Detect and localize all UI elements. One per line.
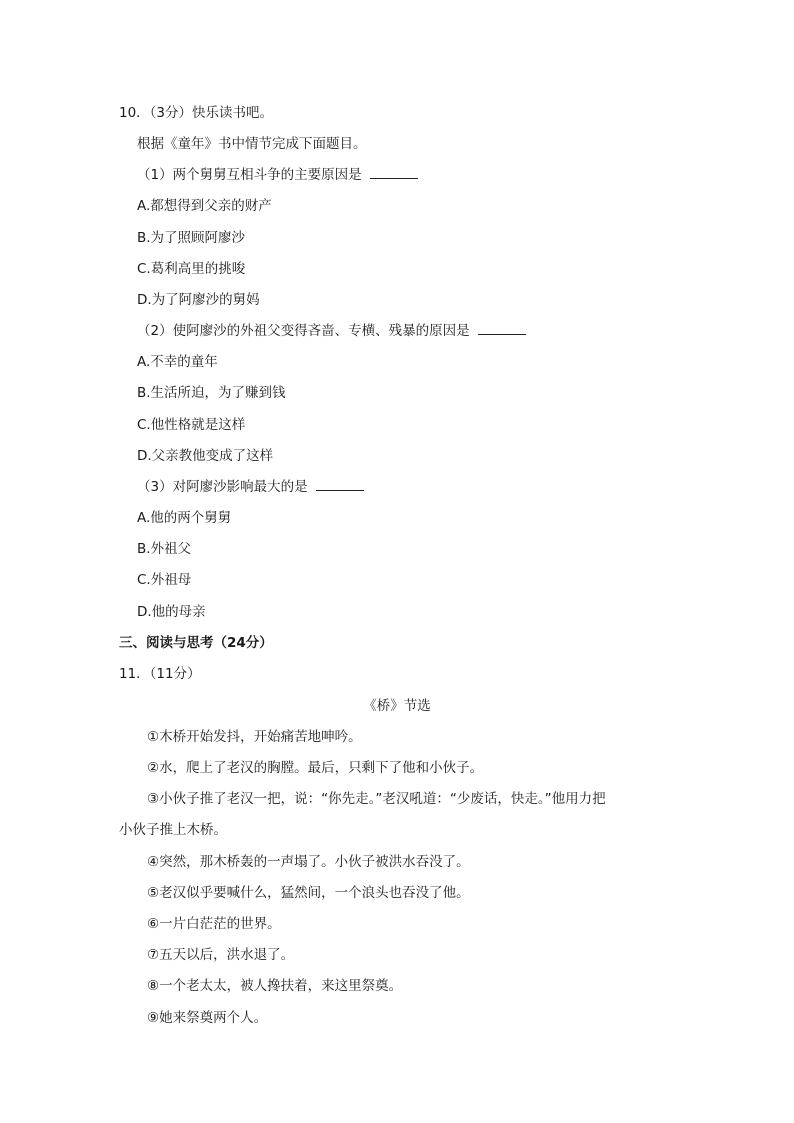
question-11-header: 11．（11分）: [119, 666, 201, 682]
paragraph-7: ⑦五天以后，洪水退了。: [147, 947, 295, 963]
option-3b: B.外祖父: [137, 541, 192, 557]
paragraph-3-line-2: 小伙子推上木桥。: [119, 822, 227, 838]
answer-blank-1[interactable]: [370, 166, 418, 179]
sub-question-3-text: （3）对阿廖沙影响最大的是: [137, 479, 308, 495]
sub-question-1-text: （1）两个舅舅互相斗争的主要原因是: [137, 167, 362, 183]
answer-blank-3[interactable]: [316, 478, 364, 491]
paragraph-8: ⑧一个老太太，被人搀扶着，来这里祭奠。: [147, 978, 403, 994]
sub-question-2-text: （2）使阿廖沙的外祖父变得吝啬、专横、残暴的原因是: [137, 323, 470, 339]
option-3d: D.他的母亲: [137, 604, 206, 620]
sub-question-3-stem: [137, 478, 364, 496]
paragraph-4: ④突然，那木桥轰的一声塌了。小伙子被洪水吞没了。: [147, 854, 470, 870]
option-3a: A.他的两个舅舅: [137, 510, 232, 526]
option-1b: B.为了照顾阿廖沙: [137, 230, 246, 246]
option-2a: A.不幸的童年: [137, 354, 218, 370]
paragraph-5: ⑤老汉似乎要喊什么，猛然间，一个浪头也吞没了他。: [147, 885, 470, 901]
section-3-title: 三、阅读与思考（24分）: [119, 635, 273, 651]
sub-question-1-stem: [137, 166, 418, 184]
option-2b: B.生活所迫，为了赚到钱: [137, 385, 286, 401]
paragraph-9: ⑨她来祭奠两个人。: [147, 1010, 268, 1026]
option-3c: C.外祖母: [137, 572, 192, 588]
paragraph-6: ⑥一片白茫茫的世界。: [147, 916, 281, 932]
question-10-header: 10．（3分）快乐读书吧。: [119, 105, 274, 121]
option-2d: D.父亲教他变成了这样: [137, 448, 274, 464]
paragraph-3-line-1: ③小伙子推了老汉一把，说：“你先走。”老汉吼道：“少废话，快走。”他用力把: [147, 791, 606, 807]
option-2c: C.他性格就是这样: [137, 417, 246, 433]
answer-blank-2[interactable]: [478, 322, 526, 335]
paragraph-2: ②水，爬上了老汉的胸膛。最后，只剩下了他和小伙子。: [147, 760, 484, 776]
option-1a: A.都想得到父亲的财产: [137, 198, 272, 214]
question-10-intro: 根据《童年》书中情节完成下面题目。: [137, 136, 367, 152]
option-1c: C.葛利高里的挑唆: [137, 261, 246, 277]
option-1d: D.为了阿廖沙的舅妈: [137, 292, 260, 308]
paragraph-1: ①木桥开始发抖，开始痛苦地呻吟。: [147, 729, 362, 745]
passage-title: 《桥》节选: [363, 698, 431, 714]
sub-question-2-stem: [137, 322, 526, 340]
